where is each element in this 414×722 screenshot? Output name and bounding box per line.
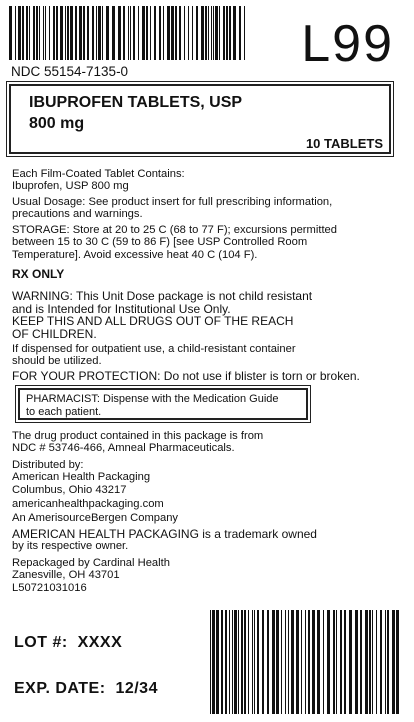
product-box xyxy=(9,84,391,154)
contains-section xyxy=(12,168,404,193)
repackager-city: Zanesville, OH 43701 xyxy=(12,569,120,582)
pharmacist-line: to each patient. xyxy=(26,405,102,418)
bottom-barcode xyxy=(210,610,400,714)
lot-label: LOT #: xyxy=(14,634,68,651)
exp-value: 12/34 xyxy=(115,680,158,697)
distributor-name: American Health Packaging xyxy=(12,471,151,484)
dosage-line: Usual Dosage: See product insert for full prescribing information, xyxy=(12,196,333,208)
distributor-section xyxy=(12,459,404,524)
ndc-number: NDC 55154-7135-0 xyxy=(11,64,129,79)
dispensed-section xyxy=(12,343,404,368)
trademark-section xyxy=(12,528,404,553)
top-barcode xyxy=(9,6,247,60)
warning-line: WARNING: This Unit Dose package is not child resistant xyxy=(12,289,313,303)
dispensed-line: should be utilized. xyxy=(12,355,102,368)
rx-only: RX ONLY xyxy=(12,267,65,281)
exp-label: EXP. DATE: xyxy=(14,680,106,697)
contains-line: Each Film-Coated Tablet Contains: xyxy=(12,168,185,180)
dosage-line: precautions and warnings. xyxy=(12,208,143,221)
trademark-line: AMERICAN HEALTH PACKAGING is a trademark owned xyxy=(12,527,317,541)
storage-line: STORAGE: Store at 20 to 25 C (68 to 77 F); excursions permitted xyxy=(12,224,337,236)
expiration-date xyxy=(14,680,158,698)
tablet-count: 10 TABLETS xyxy=(305,136,383,151)
contains-line: Ibuprofen, USP 800 mg xyxy=(12,180,129,193)
distributed-by: Distributed by: xyxy=(12,459,84,471)
repackager-section xyxy=(12,557,404,594)
dosage-section xyxy=(12,196,404,221)
trademark-line: by its respective owner. xyxy=(12,540,129,553)
storage-section xyxy=(12,224,404,261)
drug-name: IBUPROFEN TABLETS, USP xyxy=(29,94,243,111)
distributor-city: Columbus, Ohio 43217 xyxy=(12,483,127,496)
repackaged-by: Repackaged by Cardinal Health xyxy=(12,557,170,569)
lot-value: XXXX xyxy=(77,634,123,651)
source-line: NDC # 53746-466, Amneal Pharmaceuticals. xyxy=(12,442,235,455)
storage-line: Temperature]. Avoid excessive heat 40 C (104 F). xyxy=(12,248,258,261)
lot-code: L50721031016 xyxy=(12,581,87,594)
dispensed-line: If dispensed for outpatient use, a child-resistant container xyxy=(12,343,296,355)
pharmacist-box xyxy=(18,388,308,420)
protection-line: FOR YOUR PROTECTION: Do not use if blister is torn or broken. xyxy=(12,369,360,383)
keep-away-line: KEEP THIS AND ALL DRUGS OUT OF THE REACH xyxy=(12,314,294,328)
pharmacist-line: PHARMACIST: Dispense with the Medication Guide xyxy=(26,393,279,405)
keep-away-line: OF CHILDREN. xyxy=(12,326,97,341)
source-section xyxy=(12,430,404,455)
drug-strength: 800 mg xyxy=(29,115,85,132)
warning-section xyxy=(12,290,404,340)
distributor-web: americanhealthpackaging.com xyxy=(12,497,164,510)
distributor-parent: An AmerisourceBergen Company xyxy=(12,512,179,525)
warning-line: and is Intended for Institutional Use Only. xyxy=(12,301,231,316)
storage-line: between 15 to 30 C (59 to 86 F) [see USP Controlled Room xyxy=(12,236,308,249)
lot-number xyxy=(14,634,122,652)
label-code: L99 xyxy=(301,15,394,73)
source-line: The drug product contained in this package is from xyxy=(12,430,264,442)
